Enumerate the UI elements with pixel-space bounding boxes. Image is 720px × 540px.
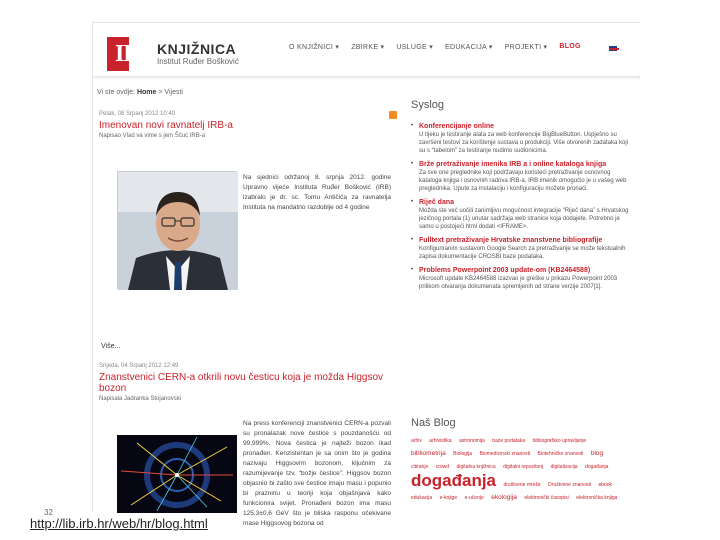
breadcrumb xyxy=(97,89,183,96)
tag-link[interactable]: društvene mreže xyxy=(503,482,541,488)
tag-link[interactable]: ebook xyxy=(598,482,613,488)
tag-link[interactable]: e-knjige xyxy=(439,495,458,501)
uk-flag-icon[interactable] xyxy=(608,45,618,52)
portrait-image xyxy=(118,172,238,290)
syslog-item xyxy=(411,267,631,291)
tag-link[interactable]: Biotehničke znanosti xyxy=(537,451,584,457)
brand-title[interactable]: KNJIŽNICA xyxy=(157,41,237,57)
tag-link[interactable]: Biomedicinski znanosti xyxy=(479,451,531,457)
tag-link[interactable]: arhivistika xyxy=(429,438,452,444)
breadcrumb-separator: > xyxy=(158,89,163,96)
tag-link-featured[interactable]: događanja xyxy=(411,471,497,490)
tag-link[interactable]: edukacija xyxy=(411,495,433,501)
syslog-item xyxy=(411,161,631,193)
logo-text: IRB xyxy=(115,41,155,67)
tag-link[interactable]: bibliometrija xyxy=(411,450,446,457)
irb-logo[interactable] xyxy=(107,37,153,71)
post-title[interactable]: Znanstvenici CERN-a otkrili novu česticu koja je možda Higgsov bozon xyxy=(99,372,384,394)
nav-o-knjiznici[interactable]: O KNJIŽNICI ▾ xyxy=(289,44,340,51)
blog-heading: Naš Blog xyxy=(411,417,456,429)
post-author: Napisao Vlad va vime s jem Ščuć IRB-a xyxy=(99,133,206,139)
post-1-header xyxy=(99,111,394,139)
tag-link[interactable]: Društvene znanosti xyxy=(548,482,591,488)
tag-row xyxy=(411,490,627,503)
nav-blog[interactable]: BLOG xyxy=(559,43,581,50)
footer-url-link[interactable]: http://lib.irb.hr/web/hr/blog.html xyxy=(30,516,208,531)
nav-projekti[interactable]: PROJEKTI ▾ xyxy=(504,44,548,51)
nav-usluge[interactable]: USLUGE ▾ xyxy=(396,44,434,51)
breadcrumb-home[interactable]: Home xyxy=(136,89,157,96)
nav-edukacija[interactable]: EDUKACIJA ▾ xyxy=(445,44,493,51)
site-header xyxy=(93,23,641,77)
syslog-heading: Syslog xyxy=(411,99,445,111)
tag-link[interactable]: bibliografsko upravljanje xyxy=(532,438,587,444)
main-nav xyxy=(283,43,587,51)
tag-link[interactable]: astronomija xyxy=(458,438,485,444)
post-excerpt: Na sjednici održanoj 8. srpnja 2012. godine Upravno vijeće Instituta Ruđer Bošković (IRB) izabralo je dr. sc. Tomu Antičića za ravnatelja Instituta na mandatno razdoblje od 4 godine xyxy=(243,174,391,211)
post-2-header xyxy=(99,363,394,402)
brand-subtitle: Institut Ruđer Bošković xyxy=(157,57,239,66)
syslog-item xyxy=(411,123,631,155)
tag-link[interactable]: crowd xyxy=(435,464,450,470)
tag-row xyxy=(411,472,627,490)
slide-number: 32 xyxy=(44,508,53,517)
post-date: Petak, 08 Srpanj 2012 10:40 xyxy=(99,111,176,117)
tag-link[interactable]: elektronička knjiga xyxy=(576,495,618,501)
tag-link[interactable]: elektronički časopisi xyxy=(524,495,569,501)
syslog-item-desc: U tijeku je testiranje alata za web konferencije BigBlueButton. Uspješno su završeni testovi za korištenje sustava u produkciji. Više otvorenih zadataka koji su s “tabelom” za testiranje nudimo sudionicima. xyxy=(419,132,628,154)
breadcrumb-current: Vijesti xyxy=(164,89,183,96)
post-title[interactable]: Imenovan novi ravnatelj IRB-a xyxy=(99,120,233,131)
tag-link[interactable]: baze podataka xyxy=(492,438,526,444)
syslog-item-title[interactable]: • Problems Powerpoint 2003 update-om (KB2464588) xyxy=(419,267,591,274)
tag-link[interactable]: citiranje xyxy=(411,464,429,470)
director-photo xyxy=(117,171,237,289)
tag-link[interactable]: arhiv xyxy=(411,438,422,444)
post-excerpt: Na press konferenciji znanstvenici CERN-a pozvali su pronalazak nove čestice s pouzdanošću od 99,999%. Nova čestica je najteži bozon ikad pronađen. Kenzistentan je sa onim što je godina nazivaju Higgsovim bozonom, ključnim za razumijevanje tzv. “božje čestice”. Higgsov bozon objasnio bi zašto sve čestice imaju masu i popunio bi prazninu u teoriji koja objašnjava kako funkcionira svijet. Pronađeni bozon ima masu 125,3±0,6 GeV što je bliska rasponu očekivane mase Higgsovog bozona od xyxy=(243,420,391,527)
syslog-item-desc: Microsoft update KB2464588 izazvao je greške u prikazu Powerpoint 2003 prilikom otvaranja dokumenata spremljenih od strane verzije 2007[1]. xyxy=(419,276,618,290)
syslog-item-title[interactable]: • Riječ dana xyxy=(419,199,455,206)
syslog-item-title[interactable]: • Fulltext pretraživanje Hrvatske znanstvene bibliografije xyxy=(419,237,603,244)
content-area xyxy=(93,79,641,527)
tag-link[interactable]: digitalna knjižnica xyxy=(456,464,496,470)
syslog-item-desc: Konfiguriranim sustavom Google Search za pretraživanje se može tekstualnih zapisa dokumentacije CROSBI baze podataka. xyxy=(419,246,626,260)
post-author: Napisala Jadranka Stojanovski xyxy=(99,396,182,402)
tag-cloud xyxy=(411,433,627,503)
breadcrumb-prefix: Vi ste ovdje: xyxy=(97,89,136,96)
syslog-item-desc: Za sve one preglednike koji podržavaju koristeći pretraživanje osnovnog kataloga knjiga i osnovnih radova IRB-a, IRB imenik omogućio je u vašeg web preglednika. Upute za instalaciju i konfiguraciju možete pronaći. xyxy=(419,170,627,192)
syslog-item-desc: Možda ste već uočili zanimljivu mogućnost integracije “Riječ dana” s Hrvatskog jezičnog portala (1) unutar sadržaja web stranice koja dodajete. Potrebno je samo u postojeći html dodati <IFRAME>. xyxy=(419,208,629,230)
tag-link[interactable]: digitalizacija xyxy=(550,464,578,470)
syslog-item xyxy=(411,237,631,261)
tag-link[interactable]: ekologija xyxy=(491,494,517,501)
post-date: Srijeda, 04 Srpanj 2012 12:49 xyxy=(99,363,179,369)
tag-link[interactable]: događanja xyxy=(585,464,609,470)
tag-row xyxy=(411,433,627,446)
particle-tracks-image xyxy=(117,435,237,513)
syslog-list xyxy=(411,123,631,291)
higgs-collision-image xyxy=(117,435,237,513)
read-more-link[interactable]: Više... xyxy=(101,343,121,350)
syslog-item-title[interactable]: • Konferencijanje online xyxy=(419,123,495,130)
tag-link[interactable]: Biologija xyxy=(453,451,473,457)
sidebar xyxy=(411,99,631,513)
tag-link[interactable]: digitalni repozitorij xyxy=(503,464,544,470)
syslog-item xyxy=(411,199,631,231)
browser-page-screenshot xyxy=(92,22,640,527)
nav-zbirke[interactable]: ZBIRKE ▾ xyxy=(351,44,385,51)
tag-row xyxy=(411,446,627,459)
tag-link[interactable]: blog xyxy=(590,450,604,457)
syslog-item-title[interactable]: • Brže pretraživanje imenika IRB a i online kataloga knjiga xyxy=(419,161,607,168)
tag-link[interactable]: e-učenje xyxy=(464,495,484,501)
